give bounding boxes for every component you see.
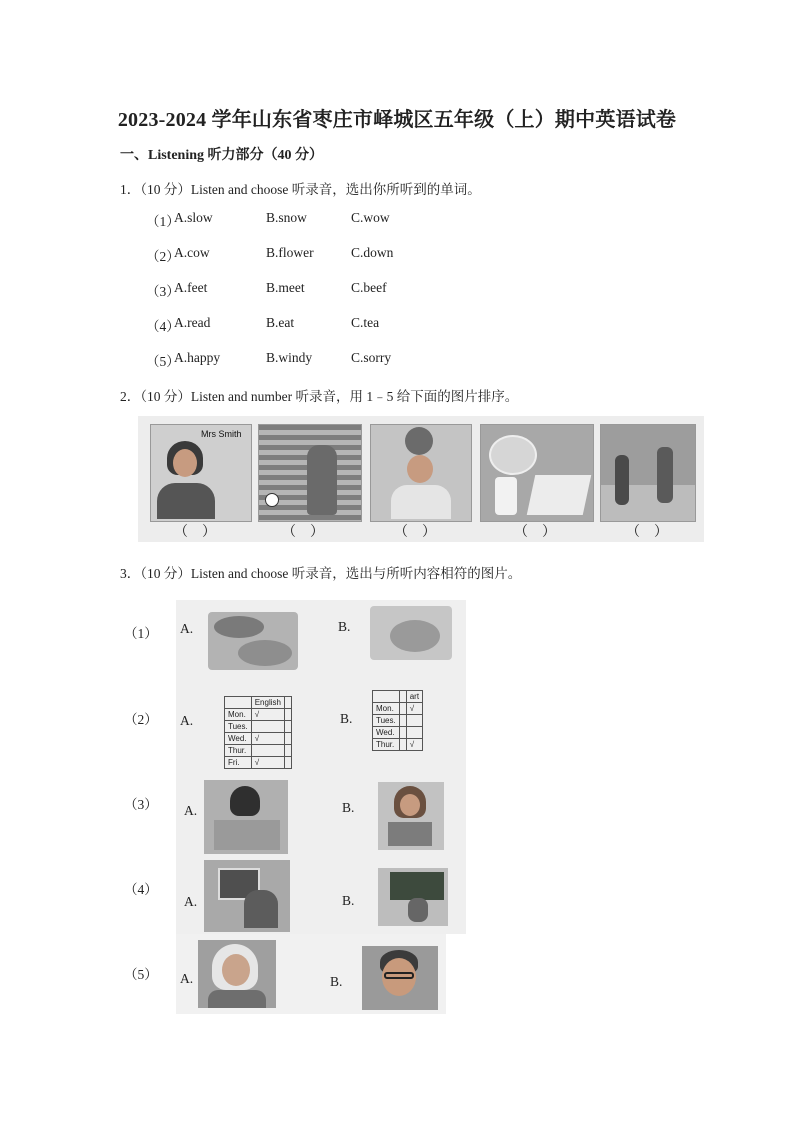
food-picture-b xyxy=(370,606,452,660)
option-c: C.down xyxy=(351,245,394,260)
option-a: A.read xyxy=(174,315,211,330)
picture-girl-reading xyxy=(378,782,444,850)
schedule-day: Mon. xyxy=(225,709,252,721)
q3-item-1-option-b[interactable]: B. xyxy=(338,619,351,634)
desk-shape xyxy=(214,820,280,850)
schedule-header: English xyxy=(251,697,284,709)
picture-teacher xyxy=(150,424,252,522)
schedule-tick: √ xyxy=(406,739,422,751)
q3-item-5-number: （5） xyxy=(124,967,158,982)
plate-shape xyxy=(238,640,292,666)
q3-item-2-number: （2） xyxy=(124,712,158,727)
question-3-stem: 3．（10 分）Listen and choose 听录音，选出与所听内容相符的图片。 xyxy=(120,566,522,581)
schedule-day: Thur. xyxy=(373,739,400,751)
body-shape xyxy=(391,485,451,519)
q3-item-4-number: （4） xyxy=(124,882,158,897)
picture-label: Mrs Smith xyxy=(201,429,242,439)
schedule-tick: √ xyxy=(406,703,422,715)
picture-football xyxy=(258,424,362,522)
answer-blank-2[interactable]: （ ） xyxy=(282,525,324,540)
schedule-table-a xyxy=(224,696,292,769)
person-shape xyxy=(615,455,629,505)
face-shape xyxy=(222,954,250,986)
schedule-tick xyxy=(251,745,284,757)
ball-icon xyxy=(405,427,433,455)
schedule-day: Thur. xyxy=(225,745,252,757)
item-number: （3） xyxy=(146,284,180,299)
sandwich-shape xyxy=(527,475,592,515)
body-shape xyxy=(157,483,215,519)
schedule-day: Mon. xyxy=(373,703,400,715)
option-b: B.eat xyxy=(266,315,295,330)
person-shape xyxy=(657,447,673,503)
schedule-day: Wed. xyxy=(225,733,252,745)
item-number: （1） xyxy=(146,214,180,229)
schedule-day: Wed. xyxy=(373,727,400,739)
book-shape xyxy=(388,822,432,846)
boy-shape xyxy=(244,890,278,928)
schedule-day: Tues. xyxy=(225,721,252,733)
question-1-stem: 1．（10 分）Listen and choose 听录音，选出你所听到的单词。 xyxy=(120,182,481,197)
schedule-header: art xyxy=(406,691,422,703)
item-number: （5） xyxy=(146,354,180,369)
picture-man-glasses xyxy=(362,946,438,1010)
body-shape xyxy=(208,990,266,1008)
schedule-tick: √ xyxy=(251,733,284,745)
picture-basketball xyxy=(370,424,472,522)
option-a: A.cow xyxy=(174,245,210,260)
hair-shape xyxy=(230,786,260,816)
face-shape xyxy=(400,794,420,816)
food-picture-a xyxy=(208,612,298,670)
schedule-day: Tues. xyxy=(373,715,400,727)
schedule-table-b xyxy=(372,690,423,751)
option-c: C.wow xyxy=(351,210,390,225)
picture-girl-writing xyxy=(204,780,288,854)
glasses-icon xyxy=(384,972,414,979)
answer-blank-1[interactable]: （ ） xyxy=(174,525,216,540)
q2-picture-strip xyxy=(138,416,704,542)
option-c: C.sorry xyxy=(351,350,392,365)
item-number: （2） xyxy=(146,249,180,264)
option-c: C.tea xyxy=(351,315,380,330)
plate-shape xyxy=(214,616,264,638)
picture-food xyxy=(480,424,594,522)
page-title: 2023-2024 学年山东省枣庄市峄城区五年级（上）期中英语试卷 xyxy=(117,109,677,131)
q3-item-5-option-a[interactable]: A. xyxy=(180,971,194,986)
option-a: A.slow xyxy=(174,210,213,225)
picture-old-woman xyxy=(198,940,276,1008)
q3-item-2-option-a[interactable]: A. xyxy=(180,713,194,728)
plate-shape xyxy=(390,620,440,652)
face-shape xyxy=(407,455,433,483)
section-heading-listening: 一、Listening 听力部分（40 分） xyxy=(120,148,324,163)
answer-blank-3[interactable]: （ ） xyxy=(394,525,436,540)
schedule-tick: √ xyxy=(251,709,284,721)
picture-street xyxy=(600,424,696,522)
answer-blank-4[interactable]: （ ） xyxy=(514,525,556,540)
schedule-tick: √ xyxy=(251,757,284,769)
schedule-tick xyxy=(406,727,422,739)
option-a: A.feet xyxy=(174,280,208,295)
picture-classroom xyxy=(378,868,448,926)
option-b: B.meet xyxy=(266,280,305,295)
blackboard-shape xyxy=(390,872,444,900)
q3-item-3-option-a[interactable]: A. xyxy=(184,803,198,818)
player-shape xyxy=(307,445,337,515)
option-b: B.snow xyxy=(266,210,307,225)
q3-item-4-option-b[interactable]: B. xyxy=(342,893,355,908)
option-b: B.windy xyxy=(266,350,313,365)
plate-shape xyxy=(489,435,537,475)
q3-item-5-option-b[interactable]: B. xyxy=(330,974,343,989)
q3-item-1-number: （1） xyxy=(124,626,158,641)
option-c: C.beef xyxy=(351,280,387,295)
q3-item-1-option-a[interactable]: A. xyxy=(180,621,194,636)
schedule-tick xyxy=(406,715,422,727)
face-shape xyxy=(173,449,197,477)
answer-blank-5[interactable]: （ ） xyxy=(626,525,668,540)
q3-item-2-option-b[interactable]: B. xyxy=(340,711,353,726)
item-number: （4） xyxy=(146,319,180,334)
question-2-stem: 2．（10 分）Listen and number 听录音，用 1﹣5 给下面的图片排序。 xyxy=(120,389,519,404)
picture-boy-computer xyxy=(204,860,290,932)
cup-shape xyxy=(495,477,517,515)
ball-icon xyxy=(265,493,279,507)
option-a: A.happy xyxy=(174,350,221,365)
schedule-tick xyxy=(251,721,284,733)
q3-item-3-number: （3） xyxy=(124,797,158,812)
schedule-day: Fri. xyxy=(225,757,252,769)
q3-item-3-option-b[interactable]: B. xyxy=(342,800,355,815)
student-shape xyxy=(408,898,428,922)
q3-item-4-option-a[interactable]: A. xyxy=(184,894,198,909)
option-b: B.flower xyxy=(266,245,314,260)
